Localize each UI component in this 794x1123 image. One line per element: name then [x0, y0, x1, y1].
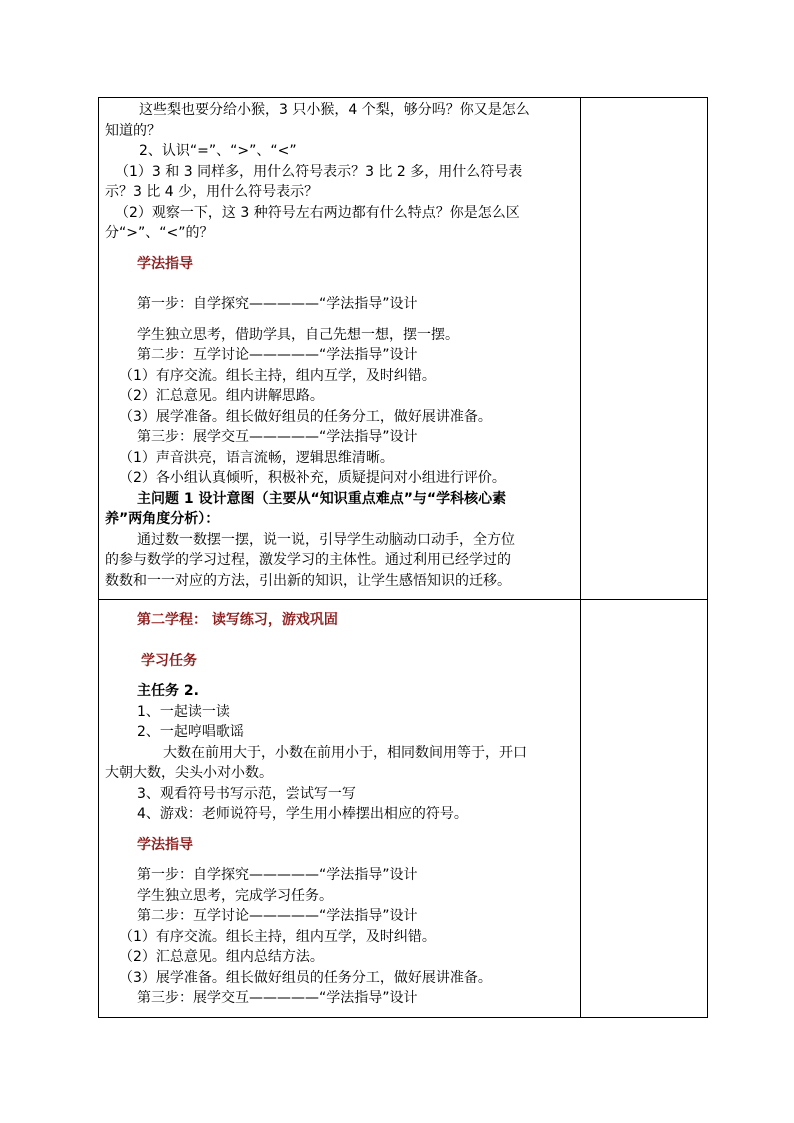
list-item: （1）有序交流。组长主持，组内互学，及时纠错。: [119, 367, 436, 384]
list-item: （3）展学准备。组长做好组员的任务分工，做好展讲准备。: [119, 408, 492, 425]
list-item: 2、认识“=”、“>”、“<”: [139, 143, 297, 159]
list-item: （2）汇总意见。组内总结方法。: [119, 949, 324, 965]
section-heading: 学法指导: [137, 836, 193, 853]
list-item: （1）声音洪亮，语言流畅，逻辑思维清晰。: [119, 449, 394, 466]
list-item: （1）有序交流。组长主持，组内互学，及时纠错。: [119, 928, 436, 945]
step-description: 学生独立思考，借助学具，自己先想一想，摆一摆。: [137, 326, 459, 343]
list-item: （2）汇总意见。组内讲解思路。: [119, 388, 324, 404]
section-heading: 学习任务: [141, 652, 197, 669]
sub-question: （1）3 和 3 同样多，用什么符号表示？3 比 2 多，用什么符号表: [115, 163, 523, 180]
step-title: 第一步：自学探究—————“学法指导”设计: [137, 296, 418, 312]
song-lyric: 大朝大数，尖头小对小数。: [105, 765, 273, 781]
question-line: 知道的？: [105, 122, 161, 139]
list-item: 4、游戏：老师说符号，学生用小棒摆出相应的符号。: [137, 806, 468, 822]
section-heading: 学法指导: [137, 255, 193, 272]
sub-question: （2）观察一下，这 3 种符号左右两边都有什么特点？你是怎么区: [115, 204, 520, 221]
content-cell-1: [99, 98, 581, 600]
step-title: 第一步：自学探究—————“学法指导”设计: [137, 867, 418, 883]
list-item: （3）展学准备。组长做好组员的任务分工，做好展讲准备。: [119, 969, 492, 986]
design-intent-title: 主问题 1 设计意图（主要从“知识重点难点”与“学科核心素: [137, 490, 507, 507]
sub-question: 示？3 比 4 少，用什么符号表示？: [105, 184, 319, 200]
list-item: （2）各小组认真倾听，积极补充，质疑提问对小组进行评价。: [119, 470, 506, 486]
design-intent-text: 的参与数学的学习过程，激发学习的主体性。通过利用已经学过的: [105, 552, 511, 568]
section-title: 第二学程： 读写练习，游戏巩固: [137, 612, 338, 628]
notes-cell-2: [581, 600, 708, 1018]
question-line: 这些梨也要分给小猴，3 只小猴，4 个梨，够分吗？你又是怎么: [139, 102, 530, 118]
step-description: 学生独立思考，完成学习任务。: [137, 887, 333, 904]
list-item: 1、一起读一读: [137, 703, 230, 720]
table-row: [99, 98, 708, 600]
list-item: 2、一起哼唱歌谣: [137, 724, 244, 740]
content-cell-2: [99, 600, 581, 1018]
main-task-title: 主任务 2.: [137, 683, 199, 699]
step-title: 第三步：展学交互—————“学法指导”设计: [137, 990, 418, 1006]
song-lyric: 大数在前用大于，小数在前用小于，相同数间用等于，开口: [163, 744, 527, 761]
notes-cell-1: [581, 98, 708, 600]
step-title: 第三步：展学交互—————“学法指导”设计: [137, 429, 418, 445]
design-intent-title: 养”两角度分析）：: [105, 511, 220, 527]
list-item: 3、观看符号书写示范，尝试写一写: [137, 785, 356, 802]
step-title: 第二步：互学讨论—————“学法指导”设计: [137, 347, 418, 363]
table-row: [99, 600, 708, 1018]
design-intent-text: 数数和一一对应的方法，引出新的知识，让学生感悟知识的迁移。: [105, 572, 511, 589]
step-title: 第二步：互学讨论—————“学法指导”设计: [137, 908, 418, 924]
lesson-plan-table: [98, 97, 708, 1018]
sub-question: 分“>”、“<”的？: [105, 225, 214, 241]
design-intent-text: 通过数一数摆一摆，说一说，引导学生动脑动口动手，全方位: [137, 531, 515, 548]
